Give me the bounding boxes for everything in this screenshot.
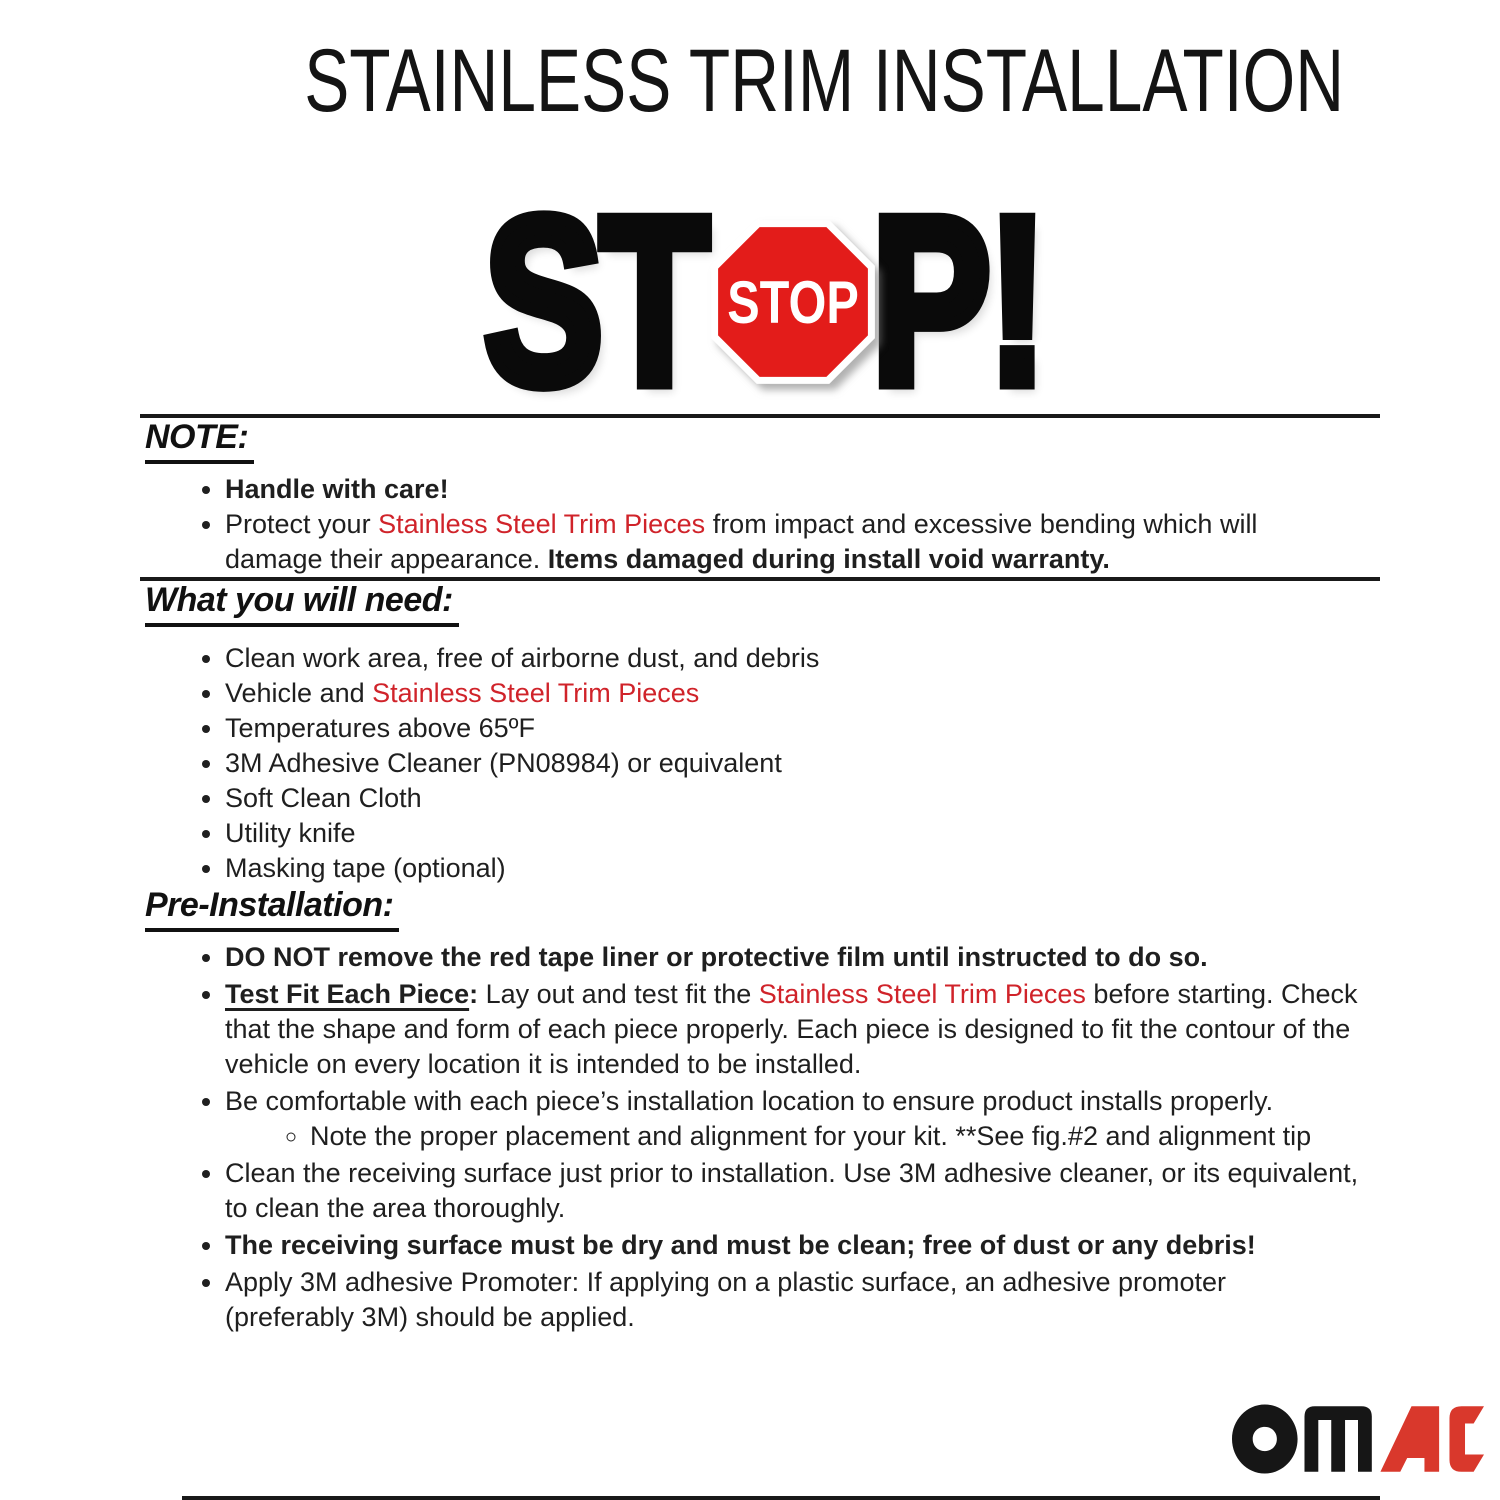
pre-installation-list: [140, 940, 1360, 1335]
list-item: [225, 816, 1380, 851]
divider-bottom: [182, 1496, 1380, 1500]
note-section: [140, 418, 1380, 577]
list-item: [225, 746, 1380, 781]
logo-letter-m: [1304, 1406, 1371, 1472]
text-segment-bold: Handle with care!: [225, 474, 449, 504]
list-item: [225, 1265, 1360, 1335]
list-item: [225, 1084, 1360, 1154]
what-you-need-heading-text: What you will need:: [145, 581, 459, 627]
stop-graphic: [140, 168, 1380, 434]
list-item: [225, 472, 1305, 507]
stop-word-right: P!: [871, 168, 1045, 434]
list-item: [225, 1228, 1360, 1263]
logo-letter-o: [1232, 1404, 1298, 1473]
sub-list-item: [310, 1119, 1360, 1154]
text-segment: before starting. Check that the shape and form of each piece properly. Each piece is designed to fit the contour of the vehicle on every location it is intended to be installed.: [225, 979, 1358, 1079]
text-segment: Protect your: [225, 509, 379, 539]
pre-installation-heading: [145, 886, 1380, 932]
sub-list: [225, 1119, 1360, 1154]
text-segment-bold: Items damaged during install void warranty.: [547, 544, 1110, 574]
list-item: [225, 1156, 1360, 1226]
text-segment: Soft Clean Cloth: [225, 783, 422, 813]
text-segment: Vehicle and: [225, 678, 373, 708]
logo-letter-c: [1449, 1406, 1484, 1472]
what-you-need-section: [140, 581, 1380, 886]
list-item: [225, 851, 1380, 886]
list-item: [225, 977, 1360, 1082]
note-heading: [145, 418, 1380, 464]
text-segment: Note the proper placement and alignment for your kit. **See fig.#2 and alignment tip: [310, 1121, 1312, 1151]
text-segment-red: Stainless Steel Trim Pieces: [378, 509, 706, 539]
text-segment-bold: DO NOT remove the red tape liner or protective film until instructed to do so.: [225, 942, 1208, 972]
pre-installation-section: [140, 886, 1380, 1335]
stop-word-left: ST: [483, 168, 707, 434]
list-item: [225, 781, 1380, 816]
page-title-text: STAINLESS TRIM INSTALLATION: [304, 30, 1345, 130]
what-you-need-list: [140, 641, 1380, 886]
stop-sign-text: STOP: [727, 268, 859, 336]
text-segment: Be comfortable with each piece’s installation location to ensure product installs properly.: [225, 1086, 1274, 1116]
text-segment: Apply 3M adhesive Promoter: If applying on a plastic surface, an adhesive promoter (preferably 3M) should be applied.: [225, 1267, 1227, 1332]
text-segment: from impact and excessive bending which will damage their appearance.: [225, 509, 1258, 574]
text-segment: Temperatures above 65ºF: [225, 713, 536, 743]
pre-installation-heading-text: Pre-Installation:: [145, 886, 399, 932]
page-title: [140, 0, 1380, 130]
stop-sign-icon: [709, 218, 877, 386]
text-segment: Clean the receiving surface just prior to installation. Use 3M adhesive cleaner, or its equivalent, to clean the area thoroughly.: [225, 1158, 1359, 1223]
text-segment-bold-underline: Test Fit Each Piece: [225, 979, 470, 1009]
note-heading-text: NOTE:: [145, 418, 254, 464]
what-you-need-heading: [145, 581, 1380, 627]
text-segment: Lay out and test fit the: [478, 979, 759, 1009]
list-item: [225, 676, 1380, 711]
text-segment-red: Stainless Steel Trim Pieces: [372, 678, 700, 708]
list-item: [225, 711, 1380, 746]
text-segment-bold: :: [469, 979, 479, 1009]
text-segment: 3M Adhesive Cleaner (PN08984) or equivalent: [225, 748, 782, 778]
text-segment: Masking tape (optional): [225, 853, 506, 883]
list-item: [225, 940, 1360, 975]
text-segment: Utility knife: [225, 818, 356, 848]
text-segment-red: Stainless Steel Trim Pieces: [758, 979, 1086, 1009]
list-item: [225, 507, 1305, 577]
text-segment: Clean work area, free of airborne dust, and debris: [225, 643, 820, 673]
omac-logo: [1232, 1404, 1484, 1474]
logo-letter-a: [1380, 1406, 1439, 1472]
text-segment-bold: The receiving surface must be dry and must be clean; free of dust or any debris!: [225, 1230, 1256, 1260]
note-list: [140, 472, 1305, 577]
omac-logo-graphic: [1232, 1404, 1484, 1474]
list-item: [225, 641, 1380, 676]
